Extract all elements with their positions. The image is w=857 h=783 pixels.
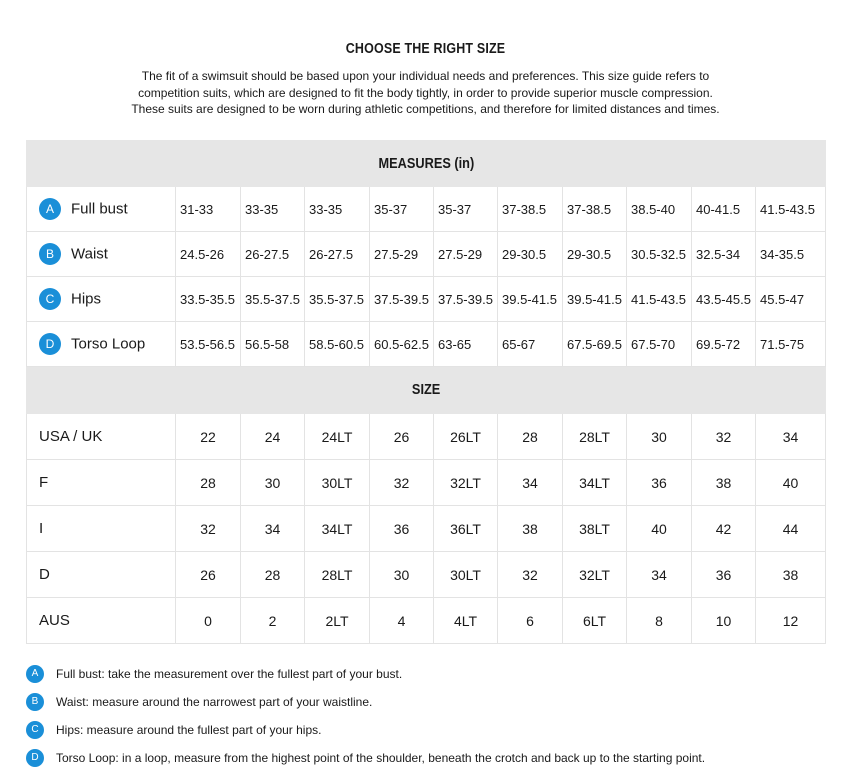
note-badge-icon: B bbox=[26, 693, 44, 711]
note-badge-icon: C bbox=[26, 721, 44, 739]
measure-value: 63-65 bbox=[434, 322, 498, 367]
measure-value: 26-27.5 bbox=[305, 232, 370, 277]
intro-line: These suits are designed to be worn during athletic competitions, and therefore for limited distances and times. bbox=[131, 102, 720, 116]
section-heading: SIZE bbox=[411, 382, 441, 398]
size-value: 0 bbox=[176, 598, 241, 644]
measure-label: Waist bbox=[71, 245, 108, 263]
size-guide-table bbox=[26, 140, 826, 644]
size-value: 34 bbox=[627, 552, 692, 598]
size-value: 8 bbox=[627, 598, 692, 644]
measure-value: 35-37 bbox=[434, 187, 498, 232]
measure-label: Torso Loop bbox=[71, 335, 146, 353]
measure-value: 35-37 bbox=[370, 187, 434, 232]
measure-value: 45.5-47 bbox=[756, 277, 826, 322]
note-item bbox=[26, 716, 846, 744]
measure-value: 33-35 bbox=[241, 187, 305, 232]
measure-value: 37.5-39.5 bbox=[434, 277, 498, 322]
measure-row bbox=[27, 232, 826, 277]
size-row bbox=[27, 598, 826, 644]
measure-value: 38.5-40 bbox=[627, 187, 692, 232]
size-value: 24LT bbox=[305, 414, 370, 460]
size-value: 36 bbox=[692, 552, 756, 598]
size-value: 32 bbox=[176, 506, 241, 552]
size-value: 30LT bbox=[434, 552, 498, 598]
measure-value: 26-27.5 bbox=[241, 232, 305, 277]
measure-value: 60.5-62.5 bbox=[370, 322, 434, 367]
size-value: 40 bbox=[627, 506, 692, 552]
note-text: Full bust: take the measurement over the fullest part of your bust. bbox=[56, 667, 403, 681]
size-value: 26 bbox=[370, 414, 434, 460]
size-value: 4 bbox=[370, 598, 434, 644]
size-value: 32 bbox=[498, 552, 563, 598]
size-value: 2 bbox=[241, 598, 305, 644]
size-value: 36 bbox=[627, 460, 692, 506]
measure-value: 27.5-29 bbox=[370, 232, 434, 277]
note-text: Hips: measure around the fullest part of your hips. bbox=[56, 723, 322, 737]
measure-value: 58.5-60.5 bbox=[305, 322, 370, 367]
size-value: 26 bbox=[176, 552, 241, 598]
note-badge-icon: D bbox=[26, 749, 44, 767]
measure-value: 29-30.5 bbox=[563, 232, 627, 277]
size-value: 32LT bbox=[563, 552, 627, 598]
size-value: 36 bbox=[370, 506, 434, 552]
measure-value: 24.5-26 bbox=[176, 232, 241, 277]
measure-value: 32.5-34 bbox=[692, 232, 756, 277]
measure-value: 35.5-37.5 bbox=[305, 277, 370, 322]
measure-badge-icon: B bbox=[39, 243, 61, 265]
size-system-label: F bbox=[27, 460, 176, 506]
measure-value: 34-35.5 bbox=[756, 232, 826, 277]
size-value: 2LT bbox=[305, 598, 370, 644]
note-text: Waist: measure around the narrowest part of your waistline. bbox=[56, 695, 373, 709]
size-value: 38LT bbox=[563, 506, 627, 552]
size-value: 32LT bbox=[434, 460, 498, 506]
size-value: 28 bbox=[176, 460, 241, 506]
measures-heading-row bbox=[27, 141, 826, 187]
measure-value: 37.5-39.5 bbox=[370, 277, 434, 322]
measure-label-cell bbox=[27, 322, 176, 367]
measure-value: 41.5-43.5 bbox=[756, 187, 826, 232]
size-value: 34 bbox=[498, 460, 563, 506]
measure-row bbox=[27, 187, 826, 232]
measure-value: 41.5-43.5 bbox=[627, 277, 692, 322]
measure-value: 35.5-37.5 bbox=[241, 277, 305, 322]
measure-row bbox=[27, 322, 826, 367]
measure-badge-icon: A bbox=[39, 198, 61, 220]
measurement-notes bbox=[26, 660, 846, 772]
measure-badge-icon: D bbox=[39, 333, 61, 355]
note-item bbox=[26, 660, 846, 688]
size-value: 34LT bbox=[305, 506, 370, 552]
measure-value: 43.5-45.5 bbox=[692, 277, 756, 322]
measure-value: 71.5-75 bbox=[756, 322, 826, 367]
size-value: 38 bbox=[756, 552, 826, 598]
size-value: 30LT bbox=[305, 460, 370, 506]
note-badge-icon: A bbox=[26, 665, 44, 683]
size-system-label: USA / UK bbox=[27, 414, 176, 460]
size-value: 36LT bbox=[434, 506, 498, 552]
page-title: CHOOSE THE RIGHT SIZE bbox=[345, 41, 506, 57]
size-value: 10 bbox=[692, 598, 756, 644]
note-item bbox=[26, 688, 846, 716]
size-value: 32 bbox=[370, 460, 434, 506]
note-text: Torso Loop: in a loop, measure from the highest point of the shoulder, beneath the crotch and back up to the starting point. bbox=[56, 751, 706, 765]
measure-value: 33.5-35.5 bbox=[176, 277, 241, 322]
size-value: 6 bbox=[498, 598, 563, 644]
size-value: 44 bbox=[756, 506, 826, 552]
size-system-label: D bbox=[27, 552, 176, 598]
measure-value: 69.5-72 bbox=[692, 322, 756, 367]
size-value: 30 bbox=[370, 552, 434, 598]
measure-value: 53.5-56.5 bbox=[176, 322, 241, 367]
size-value: 34 bbox=[241, 506, 305, 552]
measure-value: 39.5-41.5 bbox=[498, 277, 563, 322]
measure-value: 67.5-70 bbox=[627, 322, 692, 367]
measure-value: 37-38.5 bbox=[563, 187, 627, 232]
measure-label-cell bbox=[27, 187, 176, 232]
size-value: 34 bbox=[756, 414, 826, 460]
size-value: 30 bbox=[241, 460, 305, 506]
measure-label: Hips bbox=[71, 290, 102, 308]
size-value: 32 bbox=[692, 414, 756, 460]
size-value: 34LT bbox=[563, 460, 627, 506]
intro-line: The fit of a swimsuit should be based upon your individual needs and preferences. This size guide refers to bbox=[141, 69, 710, 83]
measure-label: Full bust bbox=[71, 200, 128, 218]
measure-value: 56.5-58 bbox=[241, 322, 305, 367]
size-value: 26LT bbox=[434, 414, 498, 460]
size-row bbox=[27, 506, 826, 552]
size-value: 28 bbox=[241, 552, 305, 598]
size-row bbox=[27, 460, 826, 506]
size-value: 4LT bbox=[434, 598, 498, 644]
size-value: 38 bbox=[498, 506, 563, 552]
size-value: 24 bbox=[241, 414, 305, 460]
measure-label-cell bbox=[27, 277, 176, 322]
measure-value: 27.5-29 bbox=[434, 232, 498, 277]
size-value: 22 bbox=[176, 414, 241, 460]
measure-row bbox=[27, 277, 826, 322]
measure-value: 40-41.5 bbox=[692, 187, 756, 232]
measure-value: 67.5-69.5 bbox=[563, 322, 627, 367]
size-value: 42 bbox=[692, 506, 756, 552]
size-value: 30 bbox=[627, 414, 692, 460]
size-value: 40 bbox=[756, 460, 826, 506]
measure-value: 33-35 bbox=[305, 187, 370, 232]
size-value: 38 bbox=[692, 460, 756, 506]
size-system-label: I bbox=[27, 506, 176, 552]
measure-value: 65-67 bbox=[498, 322, 563, 367]
measure-value: 37-38.5 bbox=[498, 187, 563, 232]
size-row bbox=[27, 552, 826, 598]
size-row bbox=[27, 414, 826, 460]
intro-line: competition suits, which are designed to fit the body tightly, in order to provide superior muscle compression. bbox=[138, 85, 713, 100]
size-value: 28LT bbox=[305, 552, 370, 598]
size-value: 6LT bbox=[563, 598, 627, 644]
size-system-label: AUS bbox=[27, 598, 176, 644]
measure-value: 30.5-32.5 bbox=[627, 232, 692, 277]
measure-value: 39.5-41.5 bbox=[563, 277, 627, 322]
measure-label-cell bbox=[27, 232, 176, 277]
size-value: 28 bbox=[498, 414, 563, 460]
intro-text bbox=[0, 68, 851, 118]
measure-value: 31-33 bbox=[176, 187, 241, 232]
measure-value: 29-30.5 bbox=[498, 232, 563, 277]
note-item bbox=[26, 744, 846, 772]
measure-badge-icon: C bbox=[39, 288, 61, 310]
size-heading-row bbox=[27, 367, 826, 414]
size-value: 28LT bbox=[563, 414, 627, 460]
section-heading: MEASURES (in) bbox=[378, 155, 474, 172]
size-value: 12 bbox=[756, 598, 826, 644]
